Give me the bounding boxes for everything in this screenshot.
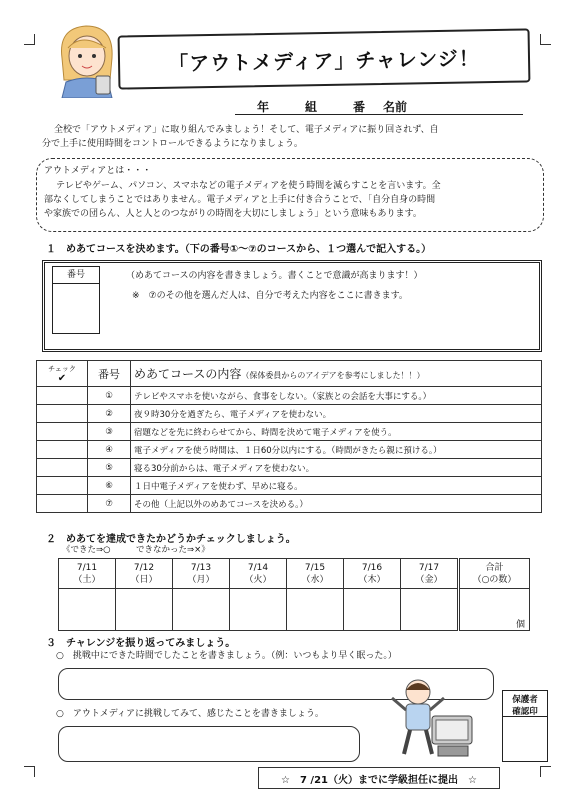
guardian-label: 保護者 <box>512 695 538 705</box>
year-label: 年 <box>257 100 270 114</box>
total-label: 合計 <box>485 562 504 573</box>
day-check-cell[interactable] <box>344 589 401 631</box>
submission-deadline <box>258 767 500 789</box>
day-check-cell[interactable] <box>116 589 173 631</box>
course-number: ⑦ <box>88 495 131 513</box>
section2-heading: ２ めあてを達成できたかどうかチェックしましょう。 <box>46 534 296 545</box>
table-row <box>37 423 542 441</box>
day-dow: （月） <box>187 574 215 585</box>
boy-computer-illustration <box>388 676 478 760</box>
definition-line-2: 部なくしてしまうことではありません。電子メディアと上手に付き合うことで、「自分自身の時間 <box>44 195 436 205</box>
girl-illustration <box>52 18 122 98</box>
submission-deadline-text: ☆ 7 /21（火）までに学級担任に提出 ☆ <box>281 774 477 786</box>
day-dow: （木） <box>358 574 386 585</box>
day-header <box>344 559 401 589</box>
content-header <box>131 361 542 387</box>
course-table <box>36 360 542 513</box>
title-banner <box>118 28 531 89</box>
day-date: 7/11 <box>76 562 98 573</box>
table-row <box>37 459 542 477</box>
course-text: １日中電子メディアを使わず、早めに寝る。 <box>131 477 542 495</box>
name-line <box>235 98 523 115</box>
intro-line-1: 全校で「アウトメディア」に取り組んでみましょう！そして、電子メディアに振り回されず、自 <box>54 125 439 135</box>
intro-line-2: 分で上手に使用時間をコントロールできるようになりましょう。 <box>42 139 303 149</box>
day-header <box>287 559 344 589</box>
guardian-seal-box[interactable] <box>502 690 548 762</box>
day-dow: （火） <box>244 574 272 585</box>
check-cell[interactable] <box>37 405 88 423</box>
day-dow: （土） <box>73 574 101 585</box>
course-text: その他（上記以外のめあてコースを決める。） <box>131 495 542 513</box>
crop-mark-top-right <box>540 34 551 45</box>
section3-heading: ３ チャレンジを振り返ってみましょう。 <box>46 638 236 649</box>
check-cell[interactable] <box>37 441 88 459</box>
content-header-note: （保体委員からのアイデアを参考にしました！！） <box>241 371 425 380</box>
course-number: ③ <box>88 423 131 441</box>
day-check-cell[interactable] <box>230 589 287 631</box>
definition-line-3: や家族での団らん、人と人とのつながりの時間を大切にしましょう」という意味もあります。 <box>44 209 422 219</box>
check-mark-icon: ✔ <box>57 372 67 384</box>
check-header <box>37 361 88 387</box>
table-row <box>37 387 542 405</box>
total-header <box>459 559 530 589</box>
check-cell[interactable] <box>37 459 88 477</box>
class-label: 組 <box>305 100 318 114</box>
day-check-cell[interactable] <box>59 589 116 631</box>
course-number: ⑥ <box>88 477 131 495</box>
course-text: 電子メディアを使う時間は、１日60分以内にする。（時間がきたら親に預ける。） <box>131 441 542 459</box>
day-dow: （金） <box>415 574 443 585</box>
total-cell[interactable] <box>459 589 530 631</box>
reflection-answer-2[interactable] <box>58 726 360 762</box>
day-date: 7/13 <box>190 562 212 573</box>
total-unit: 個 <box>515 620 525 630</box>
course-text: 夜９時30分を過ぎたら、電子メディアを使わない。 <box>131 405 542 423</box>
table-row <box>37 495 542 513</box>
day-header <box>116 559 173 589</box>
reflection-question-1: ○ 挑戦中にできた時間でしたことを書きましょう。（例：いつもより早く眠った。） <box>56 651 397 661</box>
check-cell[interactable] <box>37 387 88 405</box>
daily-check-table <box>58 558 530 631</box>
day-date: 7/17 <box>418 562 440 573</box>
day-date: 7/12 <box>133 562 155 573</box>
course-text: テレビやスマホを使いながら、食事をしない。（家族との会話を大事にする。） <box>131 387 542 405</box>
day-check-cell[interactable] <box>173 589 230 631</box>
reflection-question-2: ○ アウトメディアに挑戦してみて、感じたことを書きましょう。 <box>56 709 324 719</box>
course-number: ② <box>88 405 131 423</box>
seal-label: 確認印 <box>512 707 538 717</box>
crop-mark-bottom-left <box>24 766 35 777</box>
day-date: 7/15 <box>304 562 326 573</box>
check-header-label: チェック <box>48 364 76 373</box>
check-cell[interactable] <box>37 423 88 441</box>
section1-note-2: ※ ⑦のその他を選んだ人は、自分で考えた内容をここに書きます。 <box>132 291 408 301</box>
number-label-cell: 番号 <box>53 267 99 284</box>
course-number: ④ <box>88 441 131 459</box>
course-text: 寝る30分前からは、電子メディアを使わない。 <box>131 459 542 477</box>
course-text: 宿題などを先に終わらせてから、時間を決めて電子メディアを使う。 <box>131 423 542 441</box>
number-header: 番号 <box>88 361 131 387</box>
section1-heading: １ めあてコースを決めます。（下の番号①～⑦のコースから、１つ選んで記入する。） <box>46 244 432 255</box>
total-sub-label: （○の数） <box>472 574 517 585</box>
page-title: 「アウトメディア」チャレンジ！ <box>168 45 481 76</box>
day-dow: （水） <box>301 574 329 585</box>
check-legend: 《できた⇒○ できなかった⇒×》 <box>62 545 210 555</box>
check-cell[interactable] <box>37 495 88 513</box>
definition-line-1: テレビやゲーム、パソコン、スマホなどの電子メディアを使う時間を減らすことを言います。全 <box>56 181 441 191</box>
course-number: ⑤ <box>88 459 131 477</box>
table-row <box>37 405 542 423</box>
crop-mark-top-left <box>24 34 35 45</box>
content-header-label: めあてコースの内容 <box>134 367 242 381</box>
name-label: 名前 <box>383 100 408 114</box>
day-header <box>401 559 459 589</box>
definition-heading: アウトメディアとは・・・ <box>44 166 152 176</box>
check-cell[interactable] <box>37 477 88 495</box>
crop-mark-bottom-right <box>540 766 551 777</box>
day-header <box>59 559 116 589</box>
day-check-cell[interactable] <box>287 589 344 631</box>
day-check-cell[interactable] <box>401 589 459 631</box>
section1-note-1: （めあてコースの内容を書きましょう。書くことで意識が高まります！） <box>126 271 423 281</box>
number-input-box[interactable] <box>52 266 100 334</box>
day-date: 7/16 <box>361 562 383 573</box>
course-number: ① <box>88 387 131 405</box>
day-header <box>173 559 230 589</box>
number-label: 番 <box>353 100 366 114</box>
day-dow: （日） <box>130 574 158 585</box>
day-header <box>230 559 287 589</box>
day-date: 7/14 <box>247 562 269 573</box>
table-row <box>37 477 542 495</box>
table-row <box>37 441 542 459</box>
